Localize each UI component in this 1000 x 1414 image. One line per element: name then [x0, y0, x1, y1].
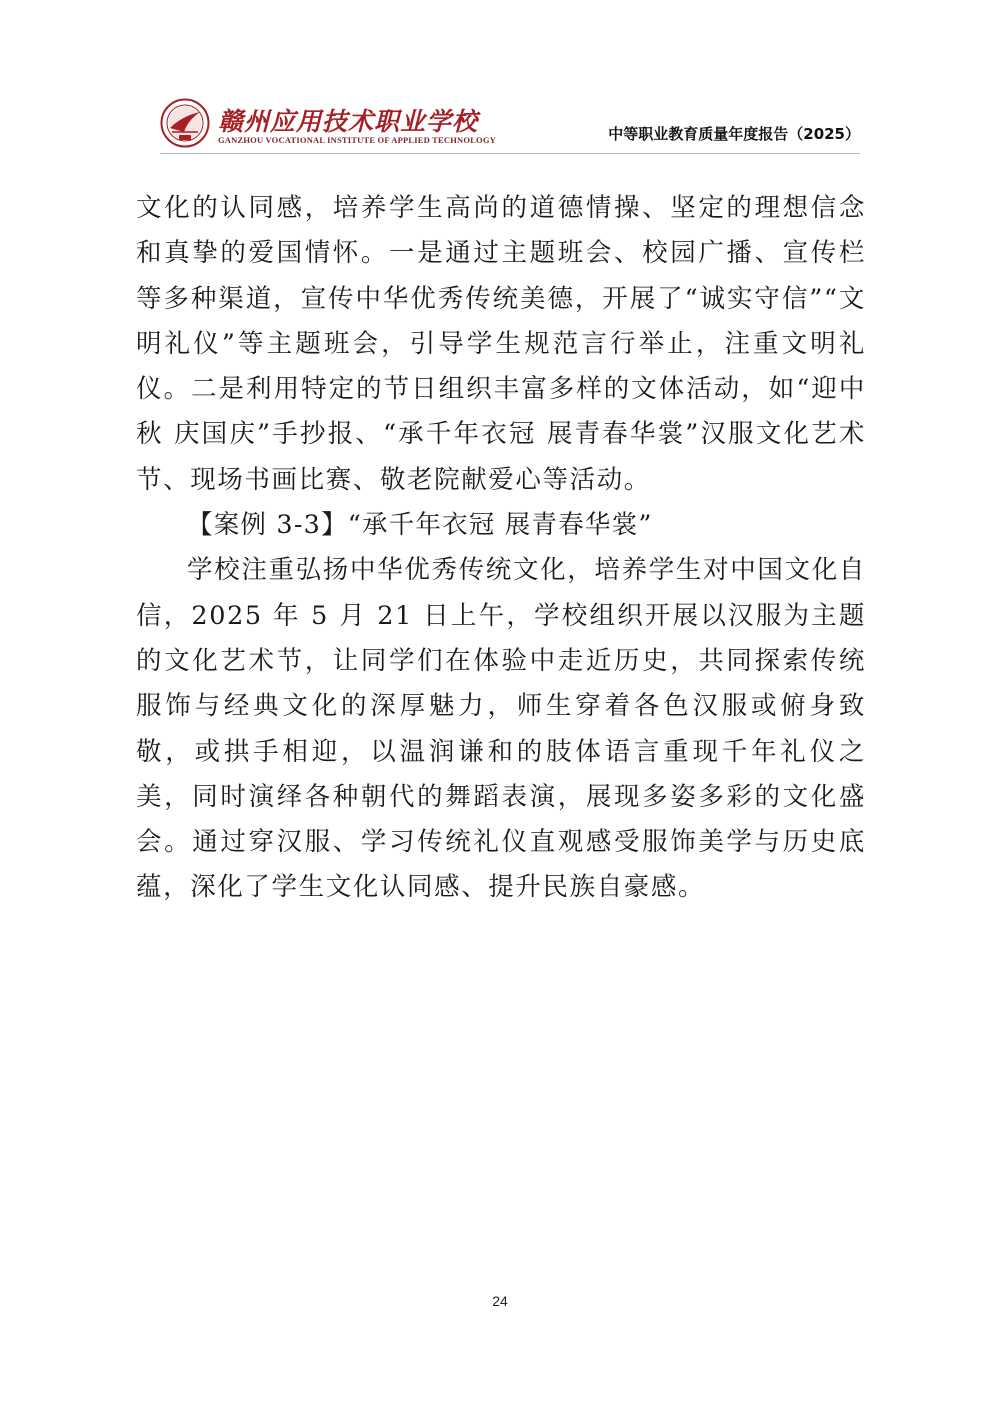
school-logo-seal — [160, 98, 210, 148]
school-name-en: GANZHOU VOCATIONAL INSTITUTE OF APPLIED TECHNOLOGY — [218, 135, 497, 145]
header-divider — [160, 153, 860, 154]
report-title: 中等职业教育质量年度报告（2025） — [608, 125, 860, 143]
page-number: 24 — [492, 1293, 508, 1309]
page-body — [136, 186, 866, 911]
school-name-cn: 赣州应用技术职业学校 — [218, 107, 479, 136]
body-paragraph-2: 学校注重弘扬中华优秀传统文化，培养学生对中国文化自信，2025 年 5 月 21 日上午，学校组织开展以汉服为主题的文化艺术节，让同学们在体验中走近历史，共同探索传统服饰与经典文化的深厚魅力，师生穿着各色汉服或俯身致敬，或拱手相迎，以温润谦和的肢体语言重现千年礼仪之美，同时演绎各种朝代的舞蹈表演，展现多姿多彩的文化盛会。通过穿汉服、学习传统礼仪直观感受服饰美学与历史底蕴，深化了学生文化认同感、提升民族自豪感。 — [136, 555, 866, 903]
case-title: 【案例 3-3】“承千年衣冠 展青春华裳” — [187, 510, 653, 541]
page-header — [160, 98, 860, 152]
body-paragraph-1: 文化的认同感，培养学生高尚的道德情操、坚定的理想信念和真挚的爱国情怀。一是通过主题班会、校园广播、宣传栏等多种渠道，宣传中华优秀传统美德，开展了“诚实守信”“文明礼仪”等主题班会，引导学生规范言行举止，注重文明礼仪。二是利用特定的节日组织丰富多样的文体活动，如“迎中秋 庆国庆”手抄报、“承千年衣冠 展青春华裳”汉服文化艺术节、现场书画比赛、敬老院献爱心等活动。 — [136, 193, 866, 495]
